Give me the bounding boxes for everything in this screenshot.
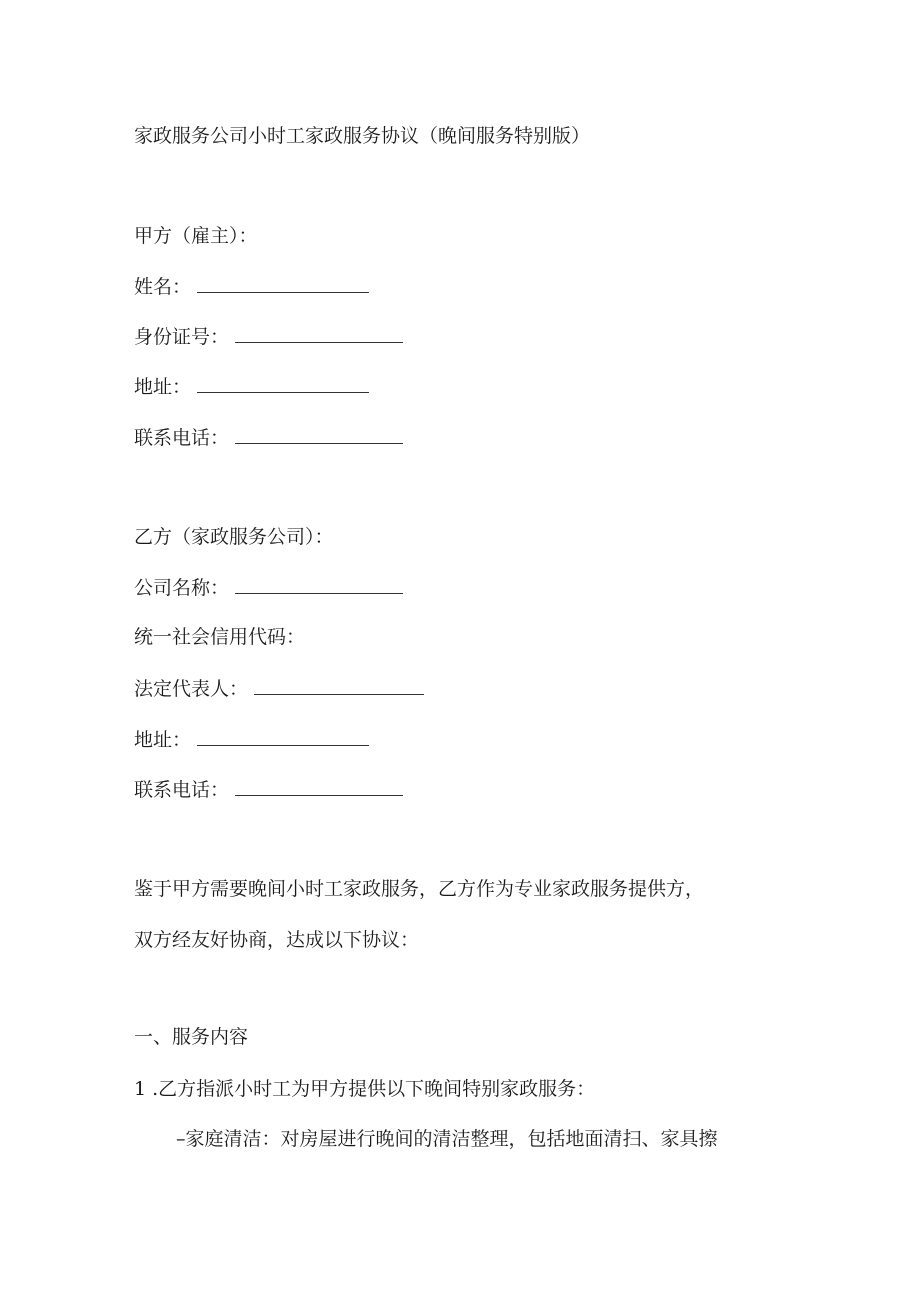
party-b-address-label: 地址： [134,729,192,751]
party-a-address-blank [197,374,369,393]
party-a-address-row [134,374,369,399]
preamble-line-2: 双方经友好协商，达成以下协议： [134,929,420,951]
party-b-legal-rep-label: 法定代表人： [134,678,249,700]
party-b-credit-code-label: 统一社会信用代码： [134,626,306,648]
preamble-line-1: 鉴于甲方需要晚间小时工家政服务，乙方作为专业家政服务提供方， [134,878,705,900]
party-a-address-label: 地址： [134,376,192,398]
party-b-company-blank [235,575,403,594]
party-b-legal-rep-row [134,676,424,701]
section-1-item-1-sub-1: –家庭清洁：对房屋进行晚间的清洁整理，包括地面清扫、家具擦 [176,1128,718,1150]
section-1-heading: 一、服务内容 [134,1026,249,1048]
party-b-phone-blank [235,777,403,796]
party-a-name-label: 姓名： [134,276,192,298]
party-b-phone-label: 联系电话： [134,779,230,801]
party-a-id-label: 身份证号： [134,326,230,348]
party-a-phone-row [134,425,403,450]
party-a-id-row [134,324,403,349]
party-a-id-blank [235,324,403,343]
party-b-legal-rep-blank [254,676,424,695]
party-a-name-blank [197,274,369,293]
party-b-address-row [134,727,369,752]
party-a-heading: 甲方（雇主）： [134,225,258,247]
party-b-credit-code-row [134,625,305,649]
party-b-heading: 乙方（家政服务公司）： [134,526,334,548]
party-b-address-blank [197,727,369,746]
party-b-phone-row [134,777,403,802]
party-a-phone-label: 联系电话： [134,427,230,449]
party-b-company-row [134,575,403,600]
party-a-phone-blank [235,425,403,444]
party-a-name-row [134,274,369,299]
party-b-company-label: 公司名称： [134,577,230,599]
document-title: 家政服务公司小时工家政服务协议（晚间服务特别版） [134,125,591,147]
section-1-item-1: 1 .乙方指派小时工为甲方提供以下晚间特别家政服务： [134,1078,596,1100]
